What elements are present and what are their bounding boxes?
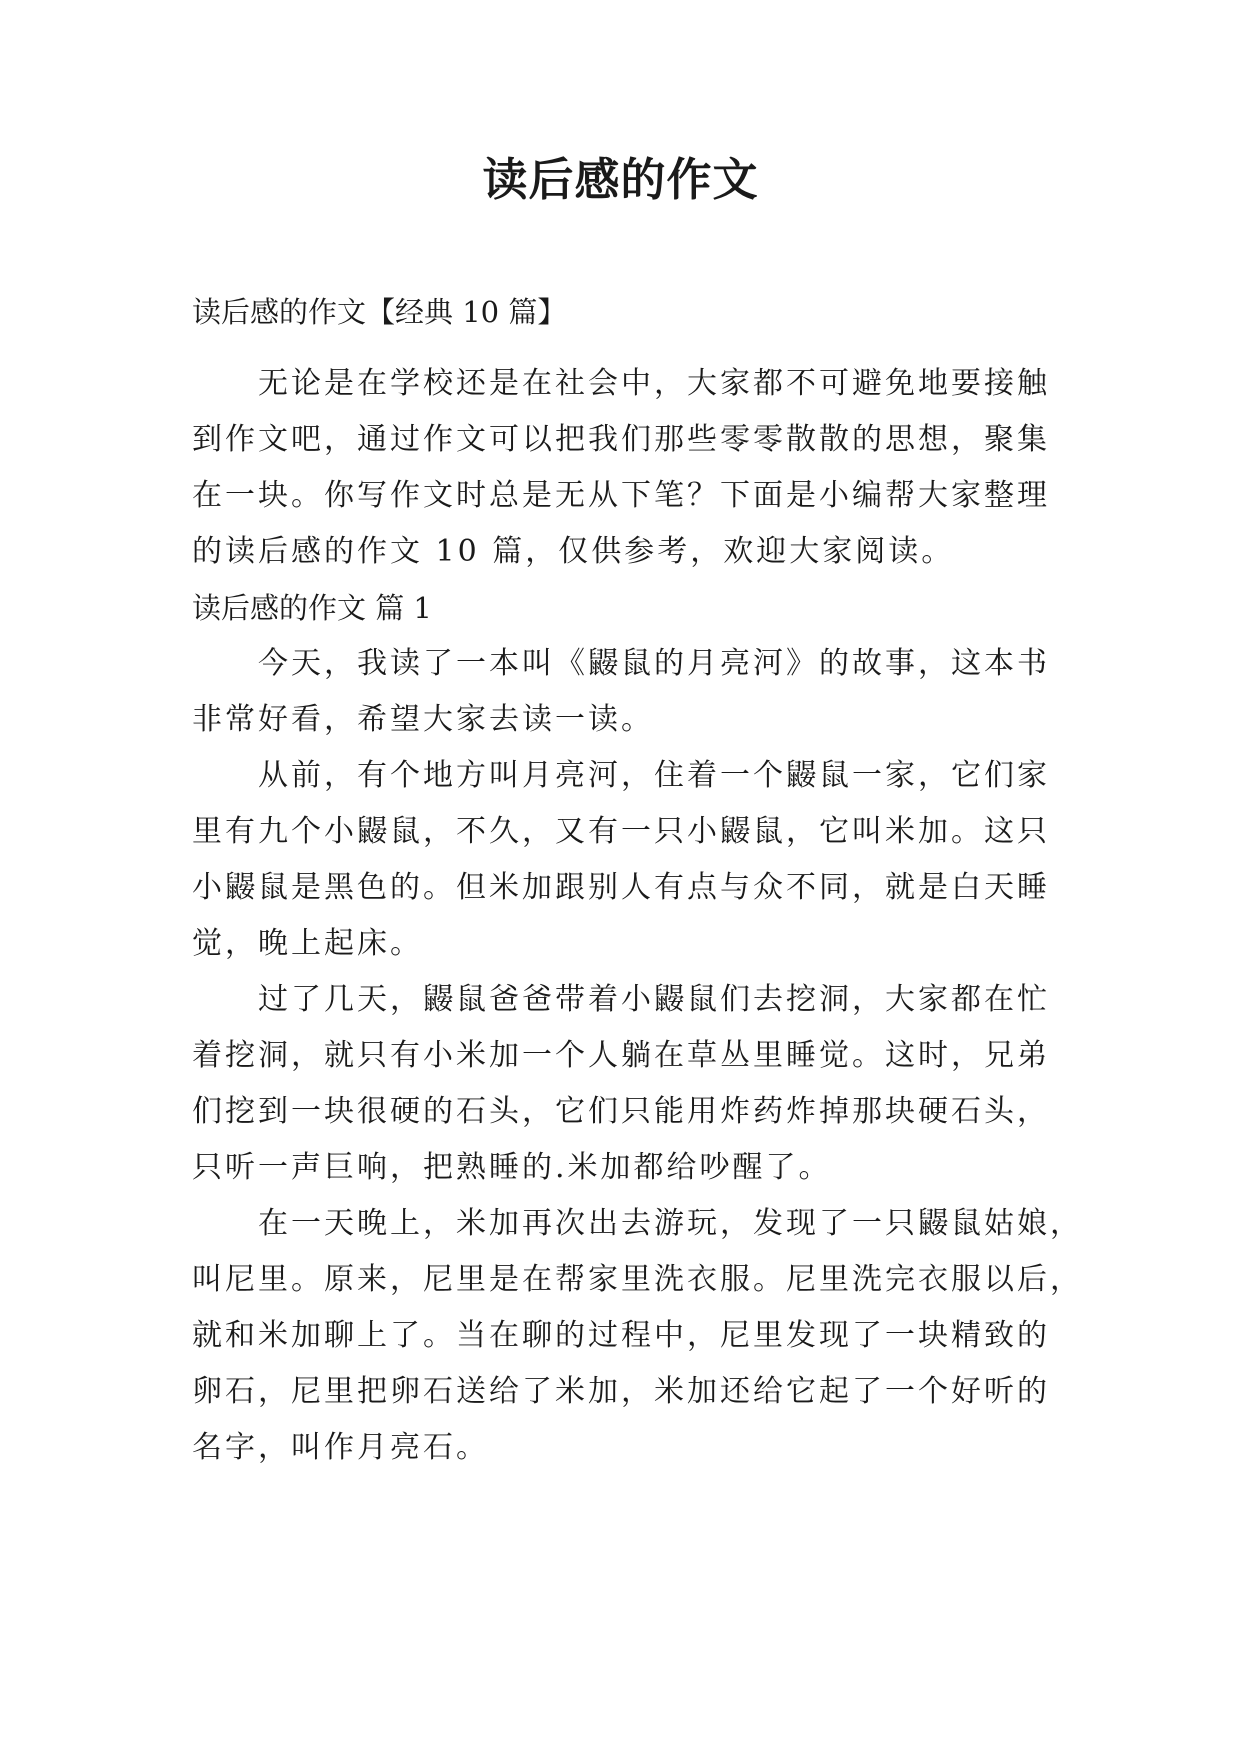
section-heading: 读后感的作文 篇 1 [192, 591, 432, 625]
body-line: 就和米加聊上了。当在聊的过程中，尼里发现了一块精致的 [192, 1318, 1050, 1353]
document-subtitle: 读后感的作文【经典 10 篇】 [192, 295, 567, 329]
body-line: 卵石，尼里把卵石送给了米加，米加还给它起了一个好听的 [192, 1374, 1050, 1409]
body-line: 里有九个小鼹鼠，不久，又有一只小鼹鼠，它叫米加。这只 [192, 814, 1050, 849]
intro-line: 的读后感的作文 10 篇，仅供参考，欢迎大家阅读。 [192, 534, 955, 569]
body-line: 们挖到一块很硬的石头，它们只能用炸药炸掉那块硬石头， [192, 1094, 1050, 1129]
intro-line: 在一块。你写作文时总是无从下笔？下面是小编帮大家整理 [192, 478, 1050, 513]
body-line: 着挖洞，就只有小米加一个人躺在草丛里睡觉。这时，兄弟 [192, 1038, 1050, 1073]
document-title: 读后感的作文 [482, 153, 759, 206]
intro-line: 到作文吧，通过作文可以把我们那些零零散散的思想，聚集 [192, 422, 1050, 457]
body-line: 名字，叫作月亮石。 [192, 1430, 489, 1465]
body-line: 今天，我读了一本叫《鼹鼠的月亮河》的故事，这本书 [258, 646, 1050, 681]
body-line: 觉，晚上起床。 [192, 926, 423, 961]
body-line: 只听一声巨响，把熟睡的.米加都给吵醒了。 [192, 1150, 832, 1185]
intro-line: 无论是在学校还是在社会中，大家都不可避免地要接触 [258, 366, 1050, 401]
body-line: 过了几天，鼹鼠爸爸带着小鼹鼠们去挖洞，大家都在忙 [258, 982, 1050, 1017]
body-line: 在一天晚上，米加再次出去游玩，发现了一只鼹鼠姑娘， [258, 1206, 1083, 1241]
body-line: 从前，有个地方叫月亮河，住着一个鼹鼠一家，它们家 [258, 758, 1050, 793]
body-line: 非常好看，希望大家去读一读。 [192, 702, 654, 737]
body-line: 小鼹鼠是黑色的。但米加跟别人有点与众不同，就是白天睡 [192, 870, 1050, 905]
body-line: 叫尼里。原来，尼里是在帮家里洗衣服。尼里洗完衣服以后， [192, 1262, 1083, 1297]
